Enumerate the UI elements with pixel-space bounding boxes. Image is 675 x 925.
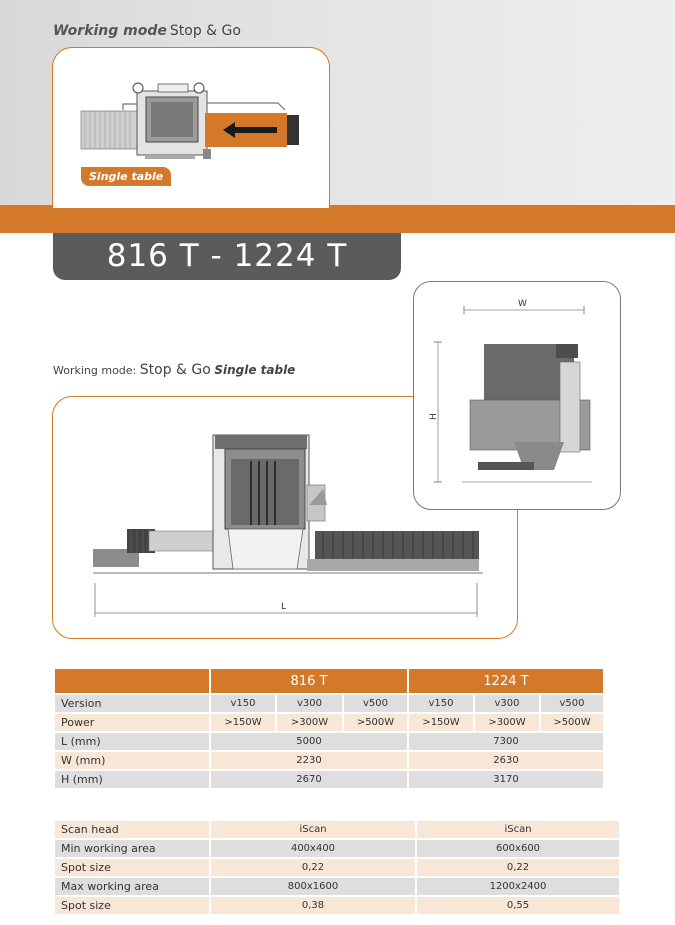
power-cell: >300W xyxy=(277,714,342,731)
value-cell: 0,55 xyxy=(417,897,619,914)
version-cell: v150 xyxy=(409,695,473,712)
power-cell: >150W xyxy=(211,714,275,731)
value-cell: iScan xyxy=(417,821,619,838)
table-row xyxy=(55,752,603,769)
table-row xyxy=(55,878,619,895)
table-row xyxy=(55,695,603,712)
model-816t-header: 816 T xyxy=(211,669,407,693)
table-row xyxy=(55,840,619,857)
dim-W-label: W xyxy=(518,299,527,309)
table-row xyxy=(55,771,603,788)
version-cell: v500 xyxy=(541,695,603,712)
row-label: H (mm) xyxy=(55,771,209,788)
scan-spec-table xyxy=(53,819,621,916)
value-cell: 1200x2400 xyxy=(417,878,619,895)
value-cell: 400x400 xyxy=(211,840,415,857)
value-cell: 800x1600 xyxy=(211,878,415,895)
row-label: Version xyxy=(55,695,209,712)
value-cell: 3170 xyxy=(409,771,603,788)
value-cell: 2230 xyxy=(211,752,407,769)
value-cell: 0,22 xyxy=(417,859,619,876)
working-mode-label: Working mode xyxy=(53,23,167,39)
table-row xyxy=(55,859,619,876)
value-cell: 600x600 xyxy=(417,840,619,857)
table-row xyxy=(55,821,619,838)
version-cell: v500 xyxy=(344,695,407,712)
value-cell: iScan xyxy=(211,821,415,838)
top-view-card xyxy=(52,47,330,208)
table-row xyxy=(55,897,619,914)
working-mode-subheading xyxy=(53,362,295,378)
power-cell: >500W xyxy=(344,714,407,731)
value-cell: 0,22 xyxy=(211,859,415,876)
row-label: Spot size xyxy=(55,859,209,876)
working-mode-table-2: Single table xyxy=(214,363,296,377)
table-row xyxy=(55,714,603,731)
row-label: Max working area xyxy=(55,878,209,895)
value-cell: 7300 xyxy=(409,733,603,750)
dim-L-label: L xyxy=(281,602,287,612)
power-cell: >500W xyxy=(541,714,603,731)
version-cell: v150 xyxy=(211,695,275,712)
row-label: L (mm) xyxy=(55,733,209,750)
row-label: W (mm) xyxy=(55,752,209,769)
row-label: Min working area xyxy=(55,840,209,857)
spec-corner xyxy=(55,669,209,693)
working-mode-label-2: Working mode: xyxy=(53,364,137,377)
power-cell: >150W xyxy=(409,714,473,731)
single-table-badge: Single table xyxy=(81,167,171,186)
value-cell: 2630 xyxy=(409,752,603,769)
dim-H-label: H xyxy=(429,413,439,420)
row-label: Power xyxy=(55,714,209,731)
working-mode-value: Stop & Go xyxy=(169,23,241,39)
row-label: Spot size xyxy=(55,897,209,914)
power-cell: >300W xyxy=(475,714,539,731)
working-mode-value-2: Stop & Go xyxy=(139,362,211,378)
version-cell: v300 xyxy=(277,695,342,712)
model-1224t-header: 1224 T xyxy=(409,669,603,693)
version-cell: v300 xyxy=(475,695,539,712)
value-cell: 5000 xyxy=(211,733,407,750)
spec-table xyxy=(53,667,605,790)
model-title: 816 T - 1224 T xyxy=(53,233,401,280)
working-mode-heading xyxy=(53,23,241,39)
value-cell: 2670 xyxy=(211,771,407,788)
row-label: Scan head xyxy=(55,821,209,838)
table-row xyxy=(55,733,603,750)
orange-band xyxy=(0,205,675,233)
value-cell: 0,38 xyxy=(211,897,415,914)
side-view-card xyxy=(413,281,621,510)
machine-side-view-drawing xyxy=(414,282,620,509)
